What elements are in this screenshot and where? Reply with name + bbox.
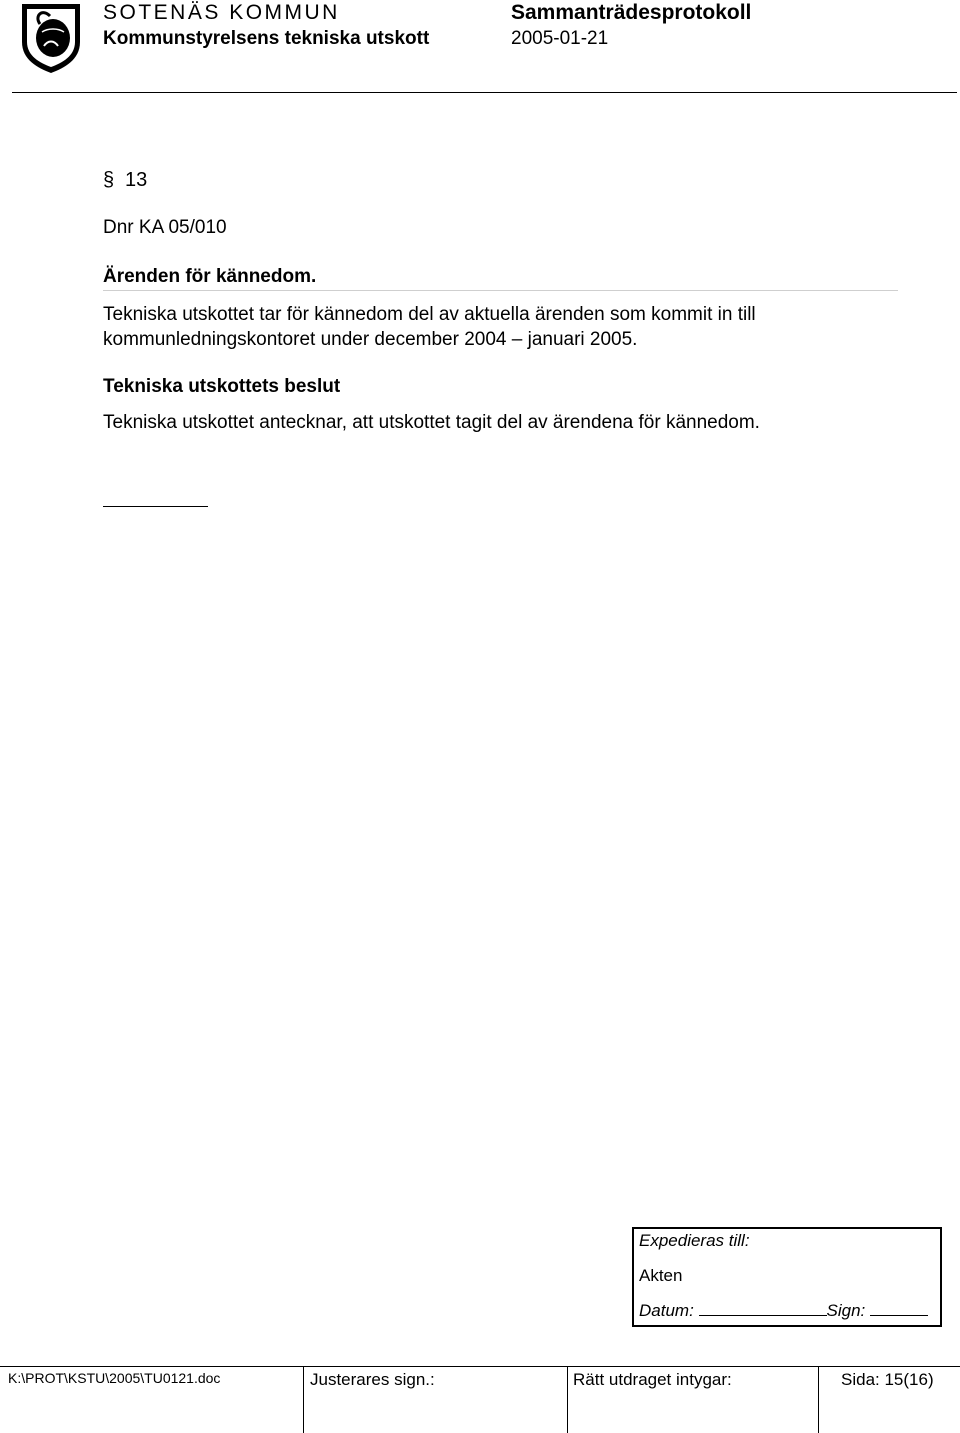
- footer-file-path: K:\PROT\KSTU\2005\TU0121.doc: [8, 1370, 221, 1386]
- sign-blank-line: [870, 1300, 928, 1316]
- section-body: Tekniska utskottet tar för kännedom del av aktuella ärenden som kommit in till kommunledningskontoret under december 2004 – januari 2005.: [103, 304, 756, 350]
- document-type: Sammanträdesprotokoll: [511, 1, 752, 24]
- dispatch-date-sign-row: [639, 1300, 928, 1321]
- decision-heading: Tekniska utskottets beslut: [103, 376, 341, 397]
- date-label: Datum:: [639, 1301, 694, 1320]
- decision-text: Tekniska utskottet antecknar, att utskottet tagit del av ärendena för kännedom.: [103, 412, 760, 433]
- heading-underline: [103, 290, 898, 291]
- dispatch-recipient: Akten: [639, 1266, 683, 1285]
- footer-divider: [0, 1366, 960, 1367]
- section-paragraph-marker: [103, 168, 147, 192]
- section-heading: Ärenden för kännedom.: [103, 266, 317, 287]
- dispatch-label: Expedieras till:: [639, 1231, 750, 1250]
- paragraph-number: 13: [125, 169, 148, 191]
- header-divider: [12, 92, 957, 93]
- municipality-crest-logo: [20, 2, 82, 74]
- sign-label: Sign:: [826, 1301, 866, 1320]
- document-date: 2005-01-21: [511, 28, 609, 49]
- footer-page-number: Sida: 15(16): [841, 1370, 934, 1389]
- date-blank-line: [699, 1300, 827, 1316]
- footer-column-separator: [818, 1366, 819, 1433]
- footer-certified: Rätt utdraget intygar:: [573, 1370, 732, 1389]
- municipality-name: SOTENÄS KOMMUN: [103, 1, 340, 24]
- dispatch-box: [632, 1227, 942, 1327]
- section-end-line: [103, 506, 208, 507]
- paragraph-sign: §: [103, 169, 115, 191]
- case-number: Dnr KA 05/010: [103, 217, 227, 238]
- footer-column-separator: [303, 1366, 304, 1433]
- footer-adjusters-sign: Justerares sign.:: [310, 1370, 435, 1389]
- committee-name: Kommunstyrelsens tekniska utskott: [103, 28, 430, 49]
- footer-column-separator: [567, 1366, 568, 1433]
